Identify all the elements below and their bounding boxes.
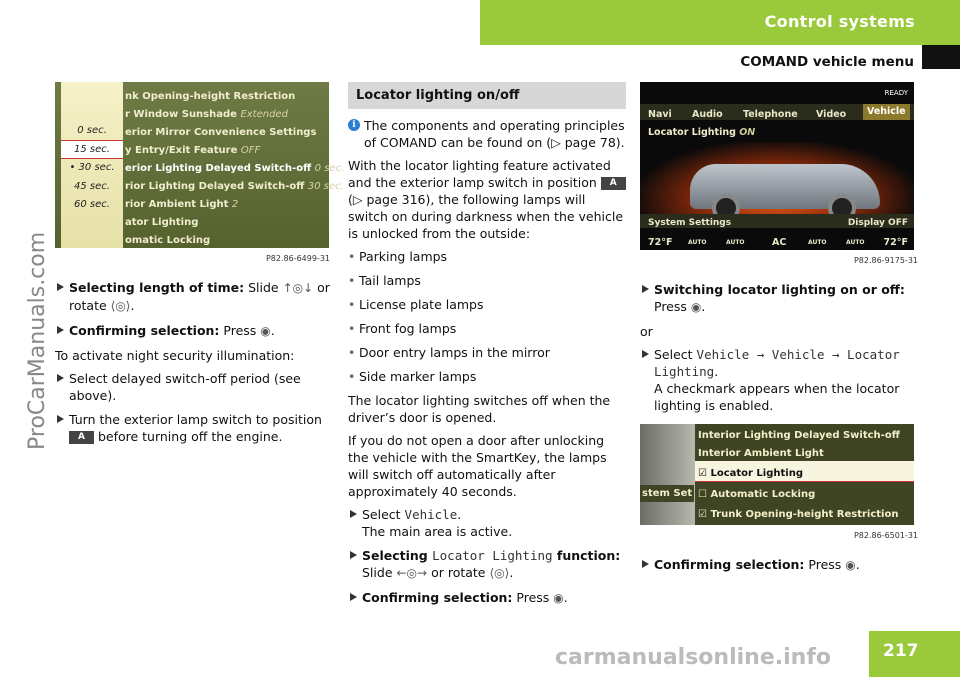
press-icon: ◉ <box>260 324 271 338</box>
tab-vehicle: Vehicle <box>863 104 910 120</box>
press-icon: ◉ <box>845 558 856 572</box>
step-select-period: Select delayed switch-off period (see above). <box>55 370 330 404</box>
column-3 <box>640 82 918 581</box>
column-2 <box>348 82 626 614</box>
list-item: • Side marker lamps <box>348 368 626 385</box>
menu-row: Interior Ambient Light <box>698 448 824 459</box>
option-2: • 30 sec. <box>69 162 115 173</box>
list-item: • License plate lamps <box>348 296 626 313</box>
step-turn-switch: Turn the exterior lamp switch to position A before turning off the engine. <box>55 411 330 445</box>
paragraph: or <box>640 324 653 339</box>
list-item: • Tail lamps <box>348 272 626 289</box>
menu-item: rior Lighting Delayed Switch-off 30 sec. <box>125 181 344 192</box>
ready-indicator: READY <box>884 89 908 97</box>
option-4: 60 sec. <box>74 199 110 210</box>
tab-navi: Navi <box>648 109 672 120</box>
header-tab-marker <box>922 45 960 69</box>
step-switch-locator: Switching locator lighting on or off: Press ◉. <box>640 281 918 316</box>
rotate-icon: ⟨◎⟩ <box>489 566 510 580</box>
paragraph: To activate night security illumination: <box>55 348 295 363</box>
menu-row: ☑ Trunk Opening-height Restriction <box>698 509 899 520</box>
paragraph: If you do not open a door after unlocking the vehicle with the SmartKey, the lamps will switch off automatically after approximately 40 seconds. <box>348 433 607 499</box>
slide-horizontal-icon: ←◎→ <box>396 566 428 580</box>
menu-item: y Entry/Exit Feature OFF <box>125 145 261 156</box>
rotate-icon: ⟨◎⟩ <box>110 299 131 313</box>
info-icon: i <box>348 119 360 131</box>
option-1: 15 sec. <box>61 140 123 159</box>
tab-audio: Audio <box>692 109 723 120</box>
column-1 <box>55 82 345 452</box>
lamp-switch-key: A <box>601 177 626 190</box>
tab-video: Video <box>816 109 847 120</box>
step-confirm: Confirming selection: Press ◉. <box>640 556 918 574</box>
image-caption: P82.86-6499-31 <box>265 254 330 263</box>
step-confirm: Confirming selection: Press ◉. <box>55 322 330 340</box>
list-item: • Front fog lamps <box>348 320 626 337</box>
menu-row: Interior Lighting Delayed Switch-off <box>698 430 900 441</box>
step-select-time: Selecting length of time: Slide ↑◎↓ or rotate ⟨◎⟩. <box>55 279 330 315</box>
option-0: 0 sec. <box>77 125 107 136</box>
menu-item: omatic Locking <box>125 235 211 246</box>
watermark-left: ProCarManuals.com <box>25 231 50 450</box>
section-heading: Locator lighting on/off <box>348 82 626 109</box>
menu-row: ☑ Locator Lighting <box>698 468 803 479</box>
menu-row: ☐ Automatic Locking <box>698 489 816 500</box>
list-item: • Door entry lamps in the mirror <box>348 344 626 361</box>
screen-vehicle-menu <box>640 82 914 250</box>
locator-lighting-status: Locator Lighting ON <box>648 127 756 138</box>
bottom-bar: System Settings Display OFF <box>640 214 914 228</box>
menu-item: erior Mirror Convenience Settings <box>125 127 317 138</box>
paragraph: The locator lighting switches off when the driver’s door is opened. <box>348 393 611 425</box>
side-label: stem Set <box>640 485 694 502</box>
tab-telephone: Telephone <box>743 109 798 120</box>
climate-bar: 72°F AUTO AUTO AC AUTO AUTO 72°F <box>648 237 908 248</box>
car-thumbnail <box>640 424 695 525</box>
menu-item: nk Opening-height Restriction <box>125 91 296 102</box>
list-item: • Parking lamps <box>348 248 626 265</box>
menu-item: ator Lighting <box>125 217 199 228</box>
watermark-bottom: carmanualsonline.info <box>555 645 831 670</box>
menu-item: rior Ambient Light 2 <box>125 199 239 210</box>
image-caption: P82.86-6501-31 <box>853 531 918 540</box>
screen-delay-options <box>55 82 345 248</box>
menu-item: r Window Sunshade Extended <box>125 109 288 120</box>
page-subtitle: COMAND vehicle menu <box>740 54 914 70</box>
option-3: 45 sec. <box>74 181 110 192</box>
step-select-vehicle: Select Vehicle. The main area is active. <box>348 506 626 540</box>
step-confirm: Confirming selection: Press ◉. <box>348 589 626 607</box>
info-note: i The components and operating principles of COMAND can be found on (▷ page 78). <box>348 117 626 151</box>
press-icon: ◉ <box>690 300 702 314</box>
step-select-function: Selecting Locator Lighting function: Slide ←◎→ or rotate ⟨◎⟩. <box>348 547 626 582</box>
image-caption: P82.86-9175-31 <box>853 256 918 265</box>
press-icon: ◉ <box>553 591 564 605</box>
screen-checkmark-list <box>640 424 914 525</box>
lamp-switch-key: A <box>69 431 94 444</box>
page-number: 217 <box>869 631 960 677</box>
slide-vertical-icon: ↑◎↓ <box>282 281 314 295</box>
step-select-path: Select Vehicle → Vehicle → Locator Lighting. A checkmark appears when the locator lighting is enabled. <box>640 346 918 414</box>
paragraph: With the locator lighting feature activated and the exterior lamp switch in position A (▷ page 316), the following lamps will switch on during darkness when the vehicle is unlocked from the outside: <box>348 157 626 242</box>
section-title: Control systems <box>764 12 915 31</box>
menu-item: erior Lighting Delayed Switch-off 0 sec. <box>125 163 345 174</box>
